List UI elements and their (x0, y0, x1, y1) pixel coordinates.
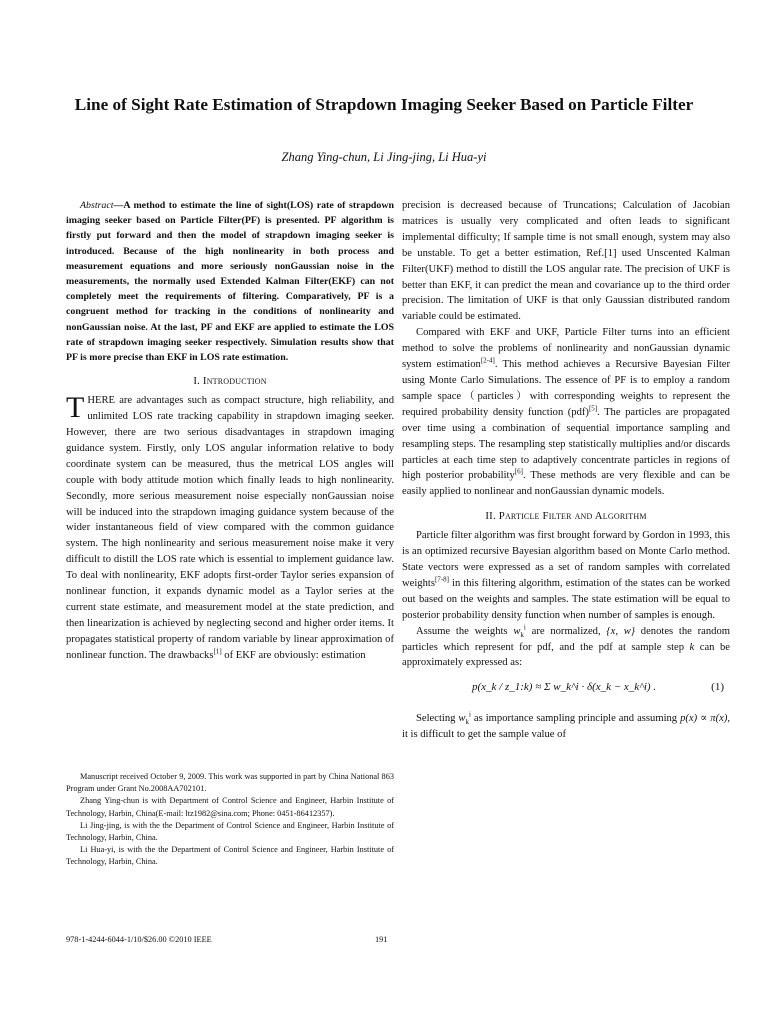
pf-p3-c: , it is difficult to get the sample value of (402, 713, 730, 741)
left-column (66, 198, 394, 664)
intro-p3-c: . The particles are propagated over time using a combination of sequential importance sampling and resampling steps. The resampling step statistically multiplies and/or discards particles at each time step to adaptively concentrate particles in regions of high posterior probability (402, 406, 730, 482)
intro-paragraph-3 (402, 325, 730, 500)
pf-p1-a: Particle filter algorithm was first brought forward by Gordon in 1993, this is an optimized recursive Bayesian algorithm based on Monte Carlo method. State vectors were expressed as a set of random samples with correlated weights (402, 530, 730, 589)
footnote-author-3: Li Hua-yi, is with the the Department of Control Science and Engineer, Harbin Institute of Technology, Harbin, China. (66, 845, 394, 867)
proportional-expression: p(x) ∝ π(x) (680, 713, 728, 725)
pf-p2-a: Assume the weights (416, 625, 514, 637)
abstract-text: —A method to estimate the line of sight(LOS) rate of strapdown imaging seeker based on Particle Filter(PF) is presented. PF algorithm is firstly put forward and then the model of strapdown imaging seeker is introduced. Because of the high nonlinearity in both process and measurement equations and more seriously nonGaussian noise in the measurements, the normally used Extended Kalman Filter(EKF) can not completely meet the requirements of filtering. Comparatively, PF is a congruent method for tracking in the conditions of nonlinearity and nonGaussian noise. At the last, PF and EKF are applied to estimate the LOS rate of strapdown imaging seeker respectively. Simulation results show that PF is more precise than EKF in LOS rate estimation. (66, 200, 394, 364)
copyright-line: 978-1-4244-6044-1/10/$26.00 ©2010 IEEE (66, 935, 212, 944)
intro-paragraph-1 (66, 393, 394, 663)
page-number: 191 (375, 935, 388, 944)
intro-text-a: HERE are advantages such as compact structure, high reliability, and unlimited LOS rate tracking capability in strapdown imaging seeker. However, there are two serious disadvantages in strapdown imaging guidance system. Firstly, only LOS angular information relative to body coordinate system can be measured, thus the metrical LOS angles will couple with body attitude motion which finally leads to high nonlinearity. Secondly, more serious measurement noise especially nonGaussian noise will be induced into the strapdown imaging guidance system because of the wider instantaneous field of view compared with the common guidance system. The high nonlinearity and serious measurement noise make it very difficult to distill the LOS rate which is essential to implement guidance law. To deal with nonlinearity, EKF adopts first-order Taylor series expansion of nonlinear function, it expands dynamic model as a Taylor series at the current state estimate, and measurement model at the state prediction, and then linearization is achieved by neglecting second and higher order items. It propagates statistical property of random variable by linear approximation of nonlinear function. The drawbacks (66, 395, 394, 661)
equation-number: (1) (711, 681, 724, 694)
paper-title: Line of Sight Rate Estimation of Strapdown Imaging Seeker Based on Particle Filter (74, 95, 694, 114)
equation-1 (402, 675, 730, 705)
intro-p3-b: . This method achieves a Recursive Bayesian Filter using Monte Carlo Simulations. The essence of PF is to employ a random sample space（particles）with corresponding weights to represent the required probability density function (pdf) (402, 359, 730, 418)
pf-p2-d: can be approximately expressed as: (402, 641, 730, 669)
pf-paragraph-2: Assume the weights $w_k^i$ are normalized, {x, w} denotes the random particles which represent for pdf, and the pdf at sample step k can be approximately expressed as: (402, 623, 730, 669)
pf-p2-c: denotes the random particles which represent for pdf, and the pdf at sample step (402, 625, 730, 653)
pf-p3-b: as importance sampling principle and assuming (470, 713, 681, 725)
section-1-heading: I. Introduction (193, 375, 267, 388)
abstract-label: Abstract (80, 200, 114, 211)
intro-p3-a: Compared with EKF and UKF, Particle Filter turns into an efficient method to solve the problems of nonlinearity and nonGaussian dynamic system estimation (402, 327, 730, 371)
citation: [7-8] (434, 575, 449, 584)
footnote-author-1: Zhang Ying-chun is with Department of Control Science and Engineer, Harbin Institute of Technology, Harbin, China(E-mail: ltz1982@sina.com; Phone: 0451-86412357). (66, 796, 394, 818)
pf-p3-a: Selecting (416, 713, 459, 725)
citation: [5] (588, 404, 598, 413)
weight-symbol: w (458, 713, 466, 725)
intro-text-b: of EKF are obviously: estimation (221, 649, 366, 661)
footnote-funding: Manuscript received October 9, 2009. This work was supported in part by China National 863 Program under Grant No.2008AA702101. (66, 772, 394, 794)
weight-symbol: w (513, 625, 521, 637)
particle-set: {x, w} (606, 625, 636, 637)
abstract (66, 198, 394, 365)
intro-p3-d: . These methods are very flexible and can be easily applied to nonlinear and nonGaussian dynamic models. (402, 470, 730, 498)
drop-cap: T (66, 391, 85, 425)
section-2-heading: II. Particle Filter and Algorithm (485, 510, 647, 523)
right-column (402, 198, 730, 743)
step-symbol: k (689, 641, 695, 653)
pf-paragraph-1 (402, 528, 730, 623)
citation: [1] (213, 647, 222, 656)
pf-paragraph-3: Selecting $w_k^i$ as importance sampling principle and assuming p(x) ∝ π(x), it is difficult to get the sample value of (402, 710, 730, 741)
author-list: Zhang Ying-chun, Li Jing-jing, Li Hua-yi (281, 150, 487, 164)
equation-expression: p(x_k / z_1:k) ≈ Σ w_k^i · δ(x_k − x_k^i) . (472, 681, 657, 694)
citation: [2-4] (480, 356, 495, 365)
pf-p1-b: in this filtering algorithm, estimation of the states can be worked out based on the weights and samples. The state estimation will be equal to posterior probability density function when number of samples is enough. (402, 577, 730, 621)
footnote-author-2: Li Jing-jing, is with the the Department of Control Science and Engineer, Harbin Institute of Technology, Harbin, China. (66, 820, 394, 843)
footnotes (66, 771, 394, 869)
intro-paragraph-2: precision is decreased because of Truncations; Calculation of Jacobian matrices is usually very complicated and often leads to significant implemental difficulty; If sample time is not small enough, system may also be unstable. To get a better estimation, Ref.[1] used Unscented Kalman Filter(UKF) method to distill the LOS angular rate. The precision of UKF is better than EKF, it can predict the mean and covariance up to the third order precision. The limitation of UKF is that only Gaussian distributed random variable could be estimated. (402, 200, 730, 323)
pf-p2-b: are normalized, (525, 625, 607, 637)
citation: [6] (514, 467, 523, 476)
